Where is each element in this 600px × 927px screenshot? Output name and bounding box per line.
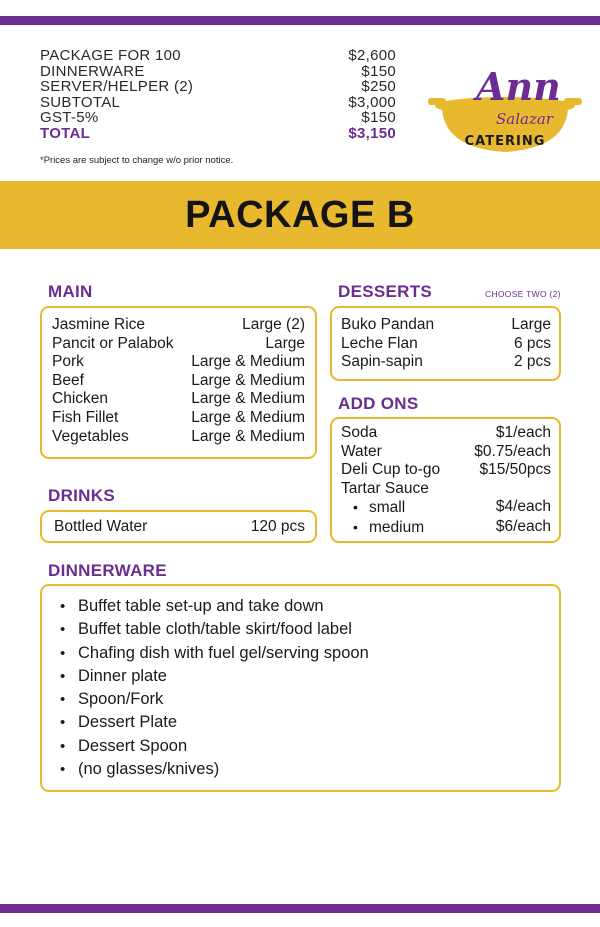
list-item — [341, 424, 551, 443]
item-label: Jasmine Rice — [52, 316, 146, 333]
list-subitem — [341, 498, 551, 518]
list-item — [52, 390, 305, 409]
list-item: • Dinner plate — [60, 665, 559, 688]
bottom-accent-bar — [0, 904, 600, 913]
summary-value: $3,000 — [348, 93, 396, 111]
item-label: Sapin-sapin — [341, 353, 423, 371]
summary-label: PACKAGE FOR 100 — [40, 47, 181, 64]
list-item — [341, 335, 551, 354]
item-value: $15/50pcs — [479, 461, 551, 479]
price-summary — [40, 48, 396, 141]
drinks-box — [40, 510, 317, 543]
summary-row-dinnerware — [40, 64, 396, 80]
logo-name: Ann — [476, 64, 561, 109]
summary-value: $150 — [361, 109, 396, 126]
list-item — [341, 353, 551, 372]
dinnerware-list — [60, 595, 559, 781]
summary-row-package — [40, 48, 396, 64]
main-box — [40, 306, 317, 459]
item-value: $1/each — [495, 424, 551, 441]
summary-value: $250 — [361, 78, 396, 95]
item-value: $4/each — [495, 498, 551, 516]
item-label: Pancit or Palabok — [52, 334, 174, 352]
list-item — [52, 372, 305, 391]
item-value: Large & Medium — [191, 353, 305, 371]
item-value: Large — [511, 316, 551, 333]
drinks-heading: DRINKS — [48, 486, 115, 505]
list-item — [54, 518, 305, 537]
summary-row-server — [40, 79, 396, 95]
summary-value: $150 — [361, 62, 396, 80]
item-value: Large & Medium — [191, 390, 305, 408]
list-item: • Buffet table set-up and take down — [60, 595, 559, 618]
item-label: Pork — [52, 353, 84, 371]
item-value: Large & Medium — [191, 427, 305, 445]
addons-heading: ADD ONS — [338, 394, 419, 413]
item-label: Tartar Sauce — [341, 479, 429, 497]
package-title: PACKAGE B — [185, 193, 415, 236]
item-value: Large & Medium — [191, 408, 305, 426]
summary-label: SERVER/HELPER (2) — [40, 78, 194, 95]
list-item — [52, 409, 305, 428]
list-item — [52, 335, 305, 354]
dinnerware-box — [40, 584, 561, 792]
summary-row-subtotal — [40, 95, 396, 111]
item-label: Deli Cup to-go — [341, 461, 441, 479]
ann-salazar-catering-logo — [426, 60, 584, 160]
list-subitem — [341, 518, 551, 538]
item-value: $6/each — [495, 517, 551, 535]
list-item: • Dessert Plate — [60, 711, 559, 734]
summary-label: DINNERWARE — [40, 62, 145, 80]
pot-handle-right-icon — [564, 98, 582, 105]
desserts-box — [330, 306, 561, 381]
list-item — [341, 461, 551, 480]
package-banner — [0, 181, 600, 249]
list-item: • Chafing dish with fuel gel/serving spoon — [60, 642, 559, 665]
list-item — [341, 443, 551, 462]
item-value: Large & Medium — [191, 371, 305, 389]
pot-handle-left-icon — [428, 98, 446, 105]
item-value: 6 pcs — [513, 334, 551, 352]
item-label: • small — [341, 498, 405, 518]
summary-value: $2,600 — [348, 47, 396, 64]
item-value: $0.75/each — [474, 442, 551, 460]
item-label: Chicken — [52, 390, 108, 408]
summary-row-gst — [40, 110, 396, 126]
item-label: Vegetables — [52, 427, 129, 445]
dinnerware-heading: DINNERWARE — [48, 561, 167, 580]
summary-value: $3,150 — [348, 124, 396, 142]
summary-label: TOTAL — [40, 124, 91, 142]
item-value: Large — [265, 334, 305, 352]
main-heading: MAIN — [48, 282, 93, 301]
item-label: Buko Pandan — [341, 316, 435, 333]
item-label: Soda — [341, 424, 378, 441]
addons-box — [330, 417, 561, 543]
list-item — [341, 480, 551, 499]
item-value: Large (2) — [242, 316, 305, 333]
logo-tagline: CATERING — [464, 134, 546, 149]
list-item: • Spoon/Fork — [60, 688, 559, 711]
list-item: • (no glasses/knives) — [60, 758, 559, 781]
summary-label: GST-5% — [40, 109, 99, 126]
logo-surname: Salazar — [496, 110, 553, 128]
summary-row-total — [40, 126, 396, 142]
list-item — [52, 353, 305, 372]
summary-label: SUBTOTAL — [40, 93, 121, 111]
item-label: Water — [341, 442, 382, 460]
item-label: • medium — [341, 518, 424, 538]
list-item: • Dessert Spoon — [60, 735, 559, 758]
item-value: 120 pcs — [250, 518, 305, 535]
list-item — [52, 316, 305, 335]
item-label: Fish Fillet — [52, 408, 119, 426]
list-item: • Buffet table cloth/table skirt/food label — [60, 618, 559, 641]
item-label: Beef — [52, 371, 84, 389]
price-disclaimer: *Prices are subject to change w/o prior notice. — [40, 155, 234, 166]
item-label: Leche Flan — [341, 334, 418, 352]
desserts-heading: DESSERTS — [338, 282, 433, 301]
top-accent-bar — [0, 16, 600, 25]
list-item — [52, 428, 305, 447]
desserts-choose-note: CHOOSE TWO (2) — [485, 289, 561, 299]
list-item — [341, 316, 551, 335]
item-label: Bottled Water — [54, 518, 148, 535]
item-value: 2 pcs — [513, 353, 551, 371]
